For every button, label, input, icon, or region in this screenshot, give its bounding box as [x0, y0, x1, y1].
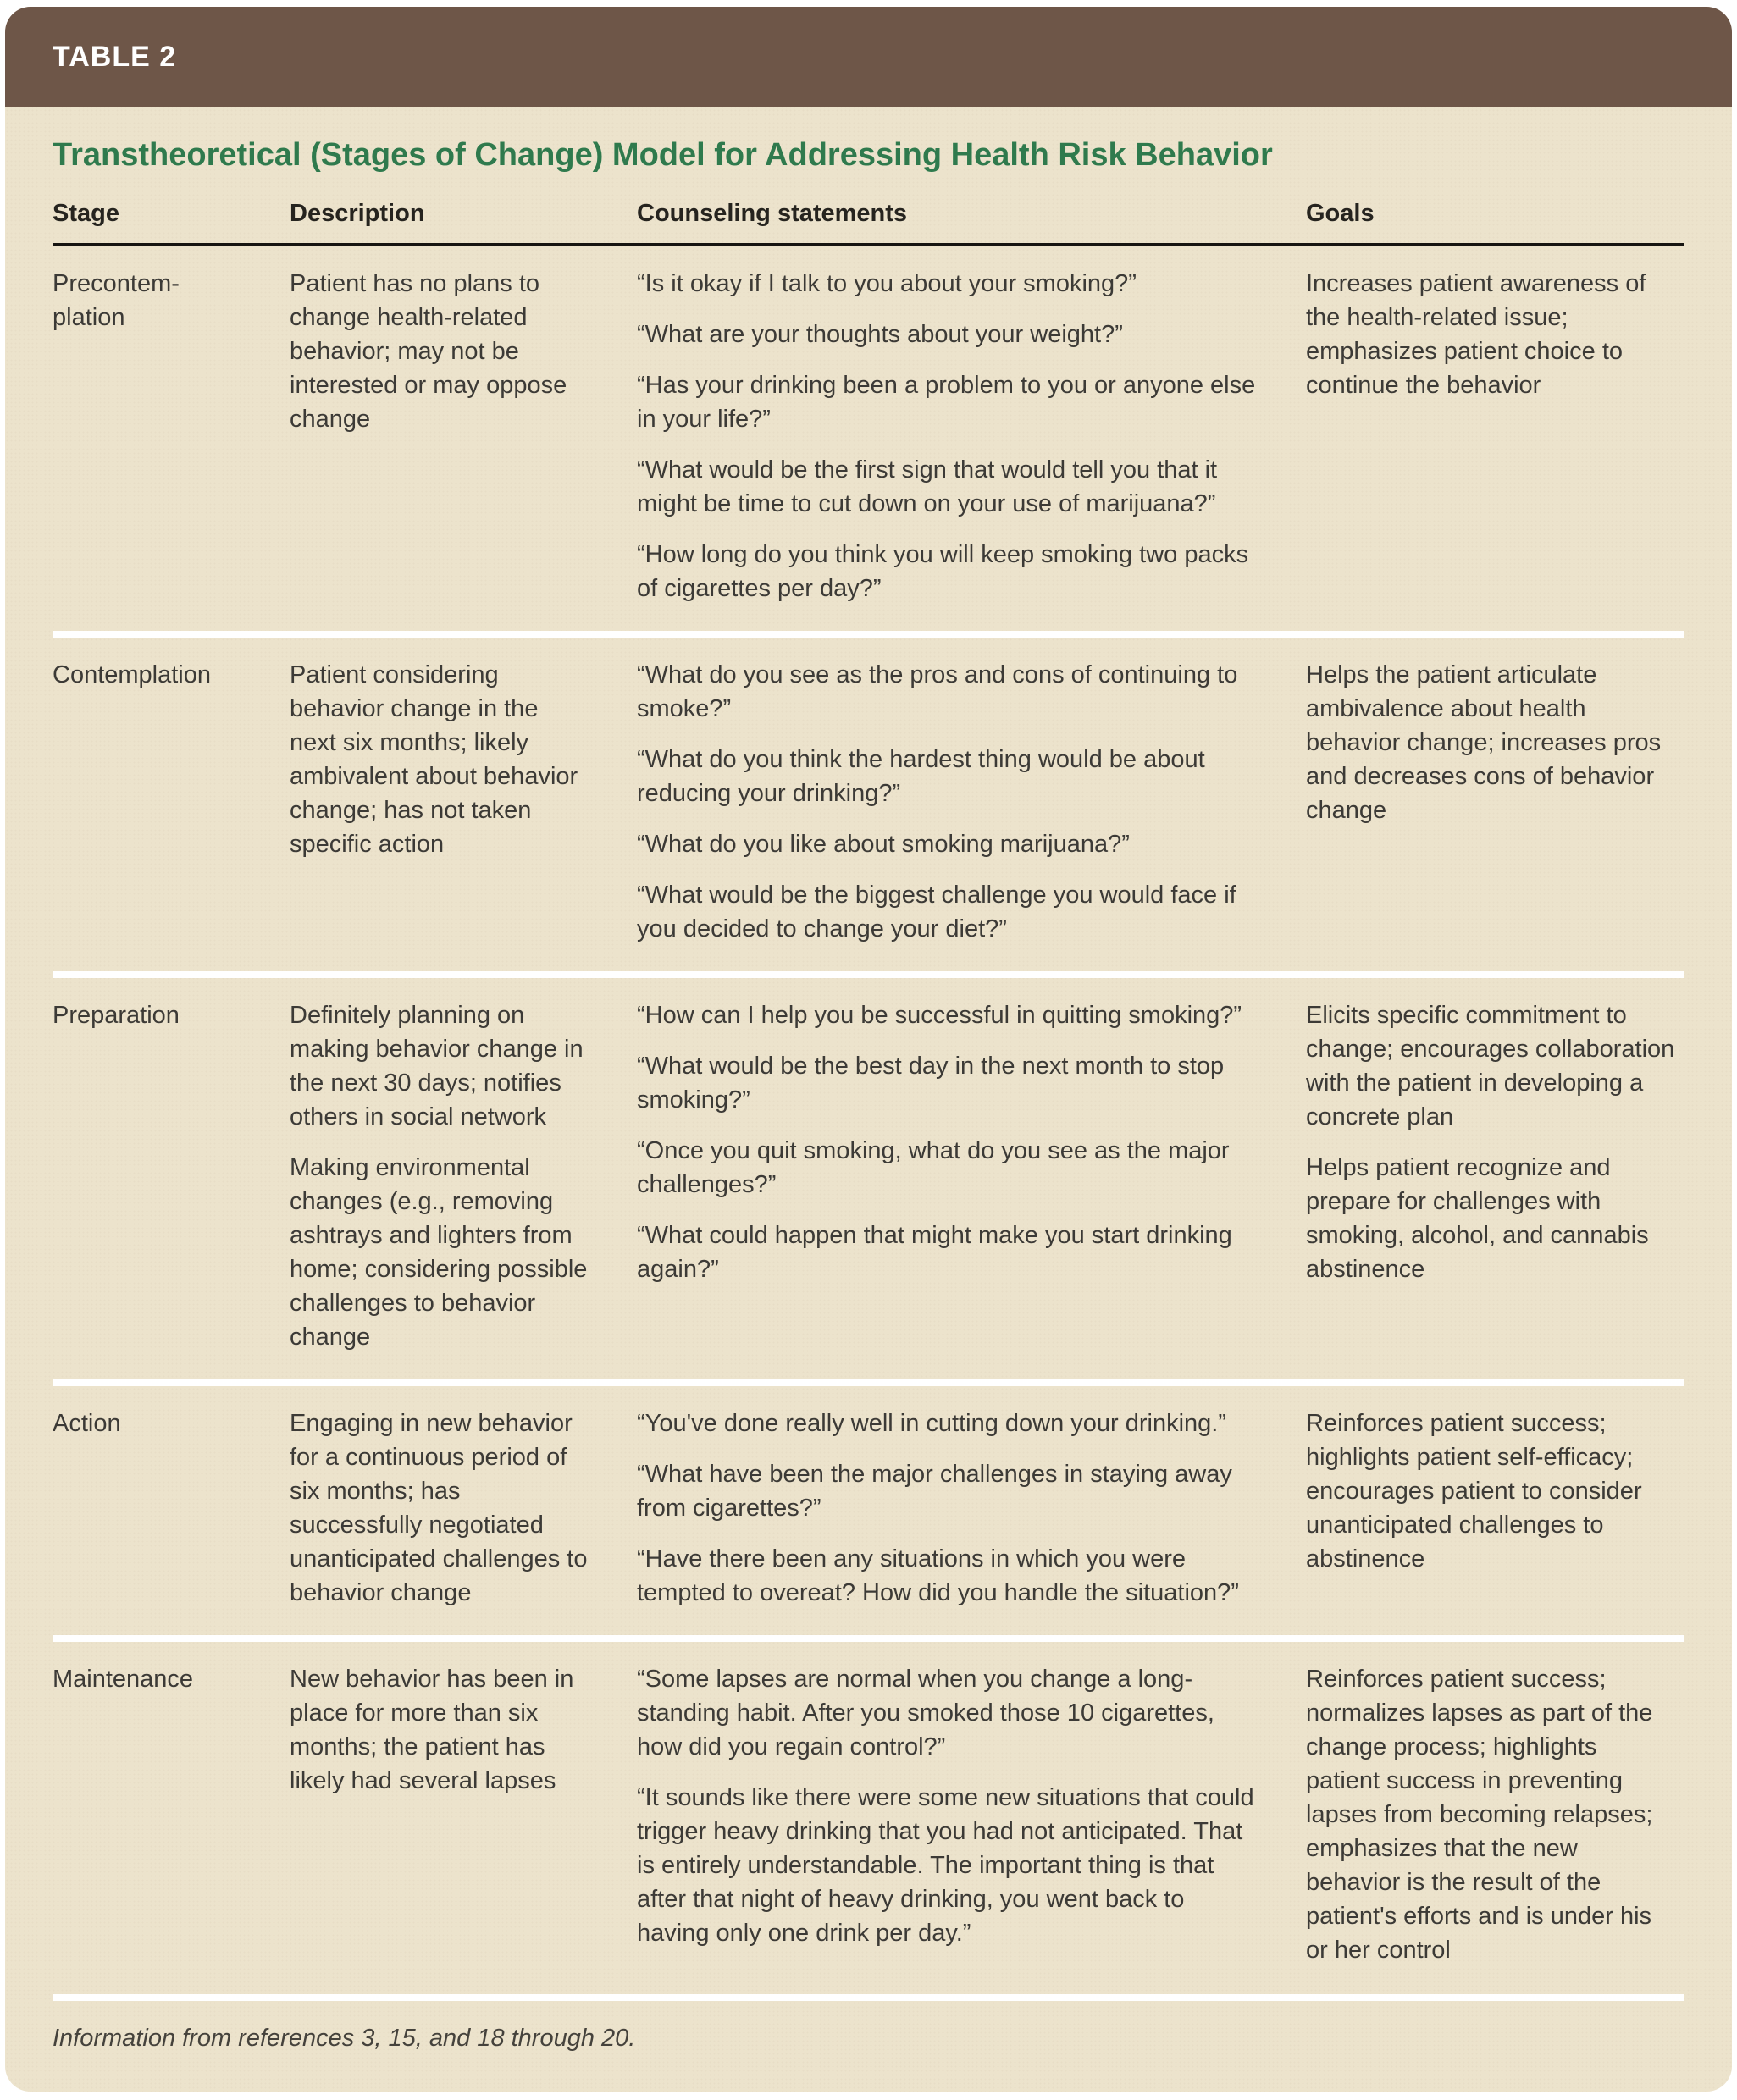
table-body	[5, 137, 1732, 2092]
stage-cell	[53, 1406, 290, 1610]
goals-cell	[1306, 658, 1684, 946]
counseling-statement: “What would be the best day in the next month to stop smoking?”	[637, 1052, 1225, 1114]
stage-label: Preparation	[53, 1001, 180, 1029]
goals-cell	[1306, 998, 1684, 1354]
goals-cell	[1306, 1406, 1684, 1610]
table-row-maintenance	[53, 1635, 1684, 1992]
description-cell	[290, 998, 637, 1354]
table-title: Transtheoretical (Stages of Change) Model for Addressing Health Risk Behavior	[53, 137, 1273, 173]
column-header-row	[53, 200, 1684, 246]
stage-cell	[53, 998, 290, 1354]
column-header-counseling: Counseling statements	[637, 199, 908, 227]
description-cell	[290, 1662, 637, 1967]
description-paragraph: Patient has no plans to change health-related behavior; may not be interested or may oppose change	[290, 269, 567, 433]
description-paragraph: New behavior has been in place for more than six months; the patient has likely had several lapses	[290, 1665, 574, 1794]
counseling-statement: “What are your thoughts about your weight?”	[637, 320, 1123, 348]
counseling-statement: “What do you like about smoking marijuana?”	[637, 830, 1130, 858]
goal-paragraph: Reinforces patient success; normalizes lapses as part of the change process; highlights patient success in preventing lapses from becoming relapses; emphasizes that the new behavior is the result of the patient's efforts and is under his or her control	[1306, 1665, 1653, 1964]
description-cell	[290, 658, 637, 946]
table-row-precontemplation	[53, 246, 1684, 631]
table-row-contemplation	[53, 631, 1684, 971]
counseling-cell	[637, 1406, 1306, 1610]
stage-cell	[53, 1662, 290, 1967]
description-paragraph: Patient considering behavior change in the next six months; likely ambivalent about behavior change; has not taken specific action	[290, 660, 578, 858]
description-paragraph: Definitely planning on making behavior change in the next 30 days; notifies others in social network	[290, 1001, 584, 1130]
goal-paragraph: Helps patient recognize and prepare for challenges with smoking, alcohol, and cannabis abstinence	[1306, 1153, 1649, 1283]
column-header-stage: Stage	[53, 199, 119, 227]
counseling-statement: “Is it okay if I talk to you about your smoking?”	[637, 269, 1137, 297]
goal-paragraph: Helps the patient articulate ambivalence about health behavior change; increases pros and decreases cons of behavior change	[1306, 660, 1662, 824]
counseling-statement: “What have been the major challenges in staying away from cigarettes?”	[637, 1460, 1232, 1522]
footnote-text: Information from references 3, 15, and 18 through 20.	[53, 2024, 636, 2052]
stage-label: Action	[53, 1409, 121, 1437]
stage-label: Contemplation	[53, 660, 211, 688]
stage-cell	[53, 658, 290, 946]
counseling-statement: “Has your drinking been a problem to you or anyone else in your life?”	[637, 371, 1256, 433]
table-row-action	[53, 1379, 1684, 1635]
table-card	[5, 7, 1732, 2092]
stage-cell	[53, 267, 290, 605]
counseling-statement: “It sounds like there were some new situations that could trigger heavy drinking that you had not anticipated. That is entirely understandable. The important thing is that after that night of heavy drinking, you went back to having only one drink per day.”	[637, 1783, 1254, 1947]
description-cell	[290, 1406, 637, 1610]
counseling-statement: “What would be the first sign that would tell you that it might be time to cut down on your use of marijuana?”	[637, 456, 1218, 517]
counseling-statement: “How long do you think you will keep smoking two packs of cigarettes per day?”	[637, 540, 1249, 602]
table-number-label: TABLE 2	[53, 40, 177, 73]
counseling-statement: “What would be the biggest challenge you would face if you decided to change your diet?”	[637, 881, 1236, 942]
counseling-cell	[637, 267, 1306, 605]
column-header-goals: Goals	[1306, 199, 1375, 227]
table-header-bar	[5, 7, 1732, 107]
counseling-statement: “How can I help you be successful in quitting smoking?”	[637, 1001, 1242, 1029]
counseling-statement: “What do you see as the pros and cons of continuing to smoke?”	[637, 660, 1238, 722]
goals-cell	[1306, 1662, 1684, 1967]
stage-label: Maintenance	[53, 1665, 194, 1693]
goal-paragraph: Elicits specific commitment to change; encourages collaboration with the patient in developing a concrete plan	[1306, 1001, 1675, 1130]
footnote-divider	[53, 1994, 1684, 2001]
description-cell	[290, 267, 637, 605]
counseling-statement: “Once you quit smoking, what do you see as the major challenges?”	[637, 1136, 1230, 1198]
description-paragraph: Engaging in new behavior for a continuous period of six months; has successfully negotiated unanticipated challenges to behavior change	[290, 1409, 588, 1606]
counseling-statement: “What do you think the hardest thing would be about reducing your drinking?”	[637, 745, 1205, 807]
table-row-preparation	[53, 971, 1684, 1379]
counseling-cell	[637, 998, 1306, 1354]
counseling-statement: “Have there been any situations in which you were tempted to overeat? How did you handle the situation?”	[637, 1545, 1239, 1606]
goal-paragraph: Increases patient awareness of the health-related issue; emphasizes patient choice to continue the behavior	[1306, 269, 1646, 399]
goals-cell	[1306, 267, 1684, 605]
stage-label: Precontemplation	[53, 269, 180, 331]
description-paragraph: Making environmental changes (e.g., removing ashtrays and lighters from home; considering possible challenges to behavior change	[290, 1153, 588, 1351]
counseling-cell	[637, 658, 1306, 946]
counseling-cell	[637, 1662, 1306, 1967]
counseling-statement: “What could happen that might make you start drinking again?”	[637, 1221, 1232, 1283]
column-header-description: Description	[290, 199, 425, 227]
counseling-statement: “You've done really well in cutting down your drinking.”	[637, 1409, 1227, 1437]
counseling-statement: “Some lapses are normal when you change a long-standing habit. After you smoked those 10 cigarettes, how did you regain control?”	[637, 1665, 1214, 1760]
goal-paragraph: Reinforces patient success; highlights patient self-efficacy; encourages patient to consider unanticipated challenges to abstinence	[1306, 1409, 1642, 1572]
